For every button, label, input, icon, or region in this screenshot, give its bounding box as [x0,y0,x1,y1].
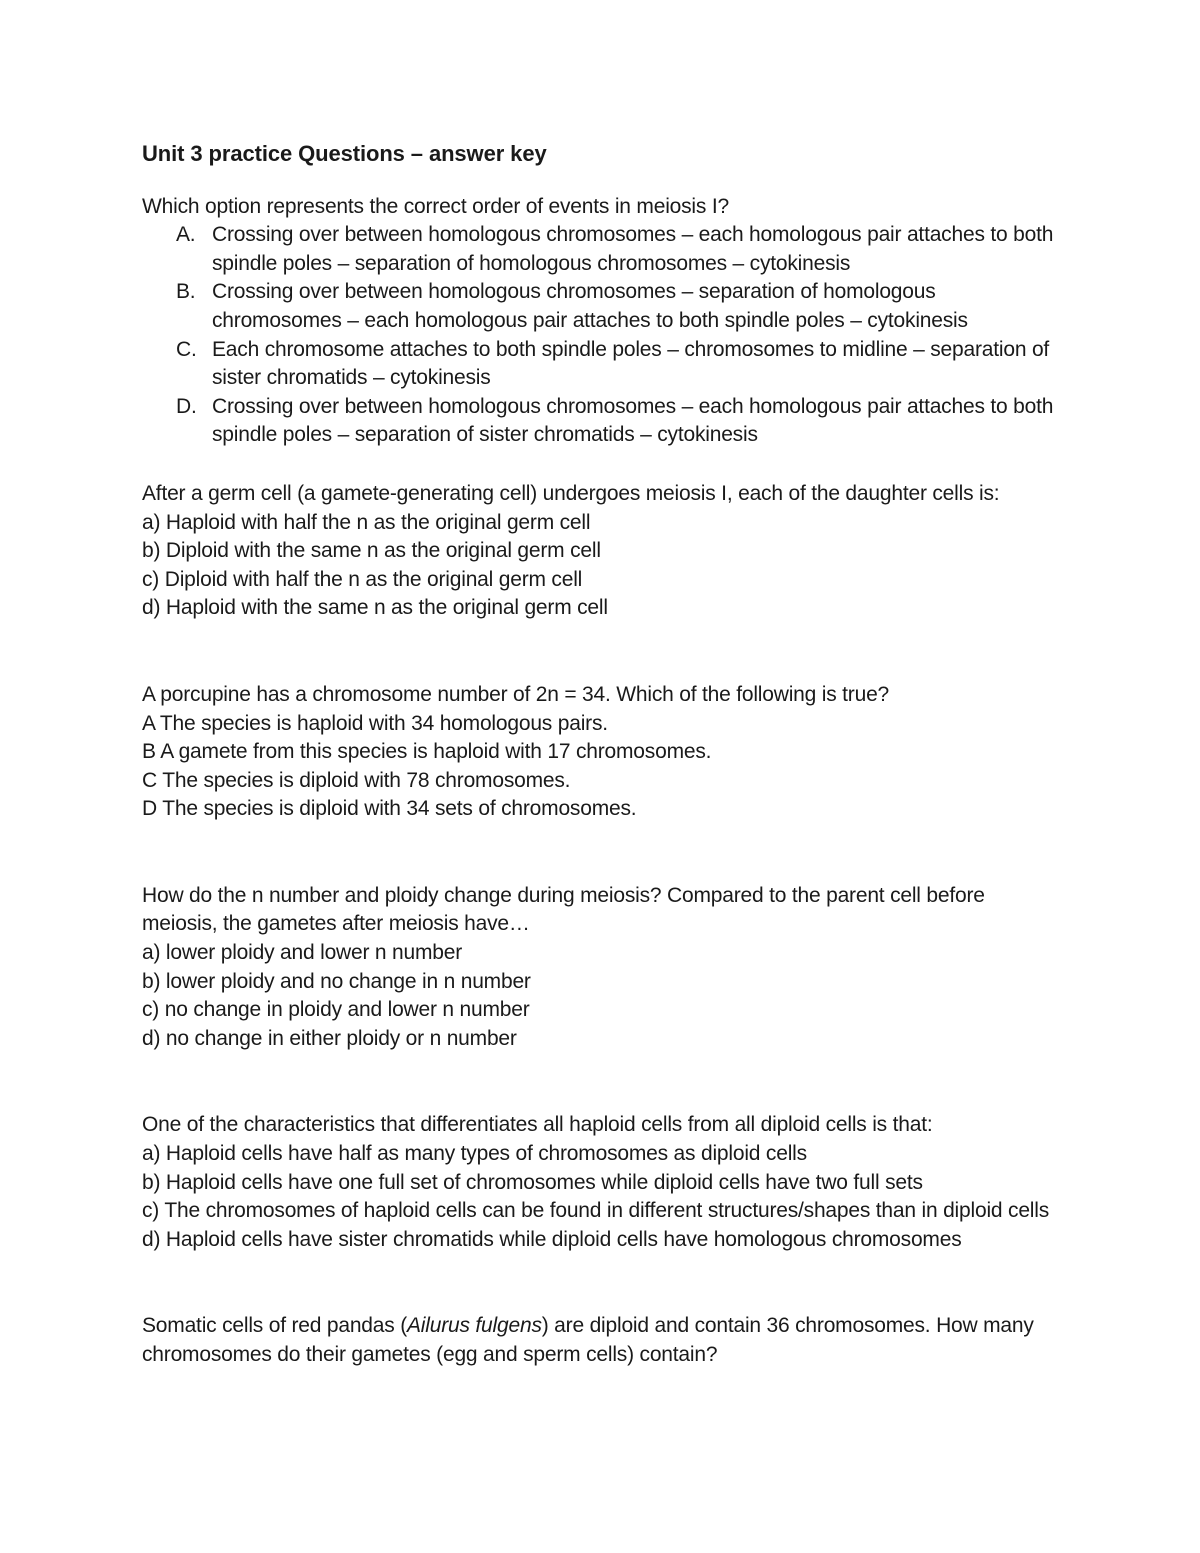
question-5 [142,1111,1062,1254]
question-4-prompt: How do the n number and ploidy change during meiosis? Compared to the parent cell before meiosis, the gametes after meiosis have… [142,883,985,936]
prompt-text: Somatic cells of red pandas ( [142,1314,407,1338]
option-b: b) Haploid cells have one full set of chromosomes while diploid cells have two full sets [142,1170,923,1194]
option-c [142,336,1062,393]
option-marker: D. [176,394,197,418]
option-d: d) no change in either ploidy or n number [142,1026,517,1050]
option-d: d) Haploid cells have sister chromatids while diploid cells have homologous chromosomes [142,1227,962,1251]
option-d [142,393,1062,450]
question-1 [142,193,1062,450]
option-b [142,278,1062,335]
question-3 [142,681,1062,824]
option-c: c) no change in ploidy and lower n number [142,998,530,1022]
species-name: Ailurus fulgens [407,1314,542,1338]
option-a: a) Haploid with half the n as the original germ cell [142,510,591,534]
document-page [142,140,1062,1370]
option-marker: A. [176,223,196,247]
option-a: a) lower ploidy and lower n number [142,941,463,965]
prompt-text: ) are diploid and contain 36 chromosomes. How many chromosomes do their gametes (egg and sperm cells) contain? [142,1314,1034,1366]
option-c: c) The chromosomes of haploid cells can be found in different structures/shapes than in diploid cells [142,1199,1050,1223]
option-d: d) Haploid with the same n as the original germ cell [142,596,608,620]
option-marker: C. [176,337,197,361]
question-5-prompt: One of the characteristics that differentiates all haploid cells from all diploid cells is that: [142,1113,933,1137]
option-text: Each chromosome attaches to both spindle poles – chromosomes to midline – separation of sister chromatids – cytokinesis [212,337,1050,390]
question-6-prompt [142,1312,1062,1369]
option-b: b) Diploid with the same n as the original germ cell [142,539,601,563]
option-c: c) Diploid with half the n as the original germ cell [142,567,583,591]
option-marker: B. [176,280,196,304]
page-title: Unit 3 practice Questions – answer key [142,141,547,166]
option-a: A The species is haploid with 34 homologous pairs. [142,711,608,735]
option-text: Crossing over between homologous chromosomes – each homologous pair attaches to both spindle poles – separation of homologous chromosomes – cytokinesis [212,223,1054,275]
option-text: Crossing over between homologous chromosomes – each homologous pair attaches to both spindle poles – separation of sister chromatids – cytokinesis [212,394,1054,447]
option-b: b) lower ploidy and no change in n number [142,969,531,993]
question-2 [142,480,1062,623]
question-1-prompt: Which option represents the correct order of events in meiosis I? [142,194,729,218]
question-4 [142,882,1062,1054]
option-a: a) Haploid cells have half as many types of chromosomes as diploid cells [142,1142,807,1166]
question-2-prompt: After a germ cell (a gamete-generating cell) undergoes meiosis I, each of the daughter cells is: [142,481,1000,505]
option-c: C The species is diploid with 78 chromosomes. [142,768,571,792]
question-1-options [142,221,1062,450]
option-b: B A gamete from this species is haploid with 17 chromosomes. [142,740,712,764]
option-d: D The species is diploid with 34 sets of chromosomes. [142,797,637,821]
option-text: Crossing over between homologous chromosomes – separation of homologous chromosomes – each homologous pair attaches to both spindle poles – cytokinesis [212,280,968,332]
question-3-prompt: A porcupine has a chromosome number of 2n = 34. Which of the following is true? [142,682,890,706]
option-a [142,221,1062,278]
